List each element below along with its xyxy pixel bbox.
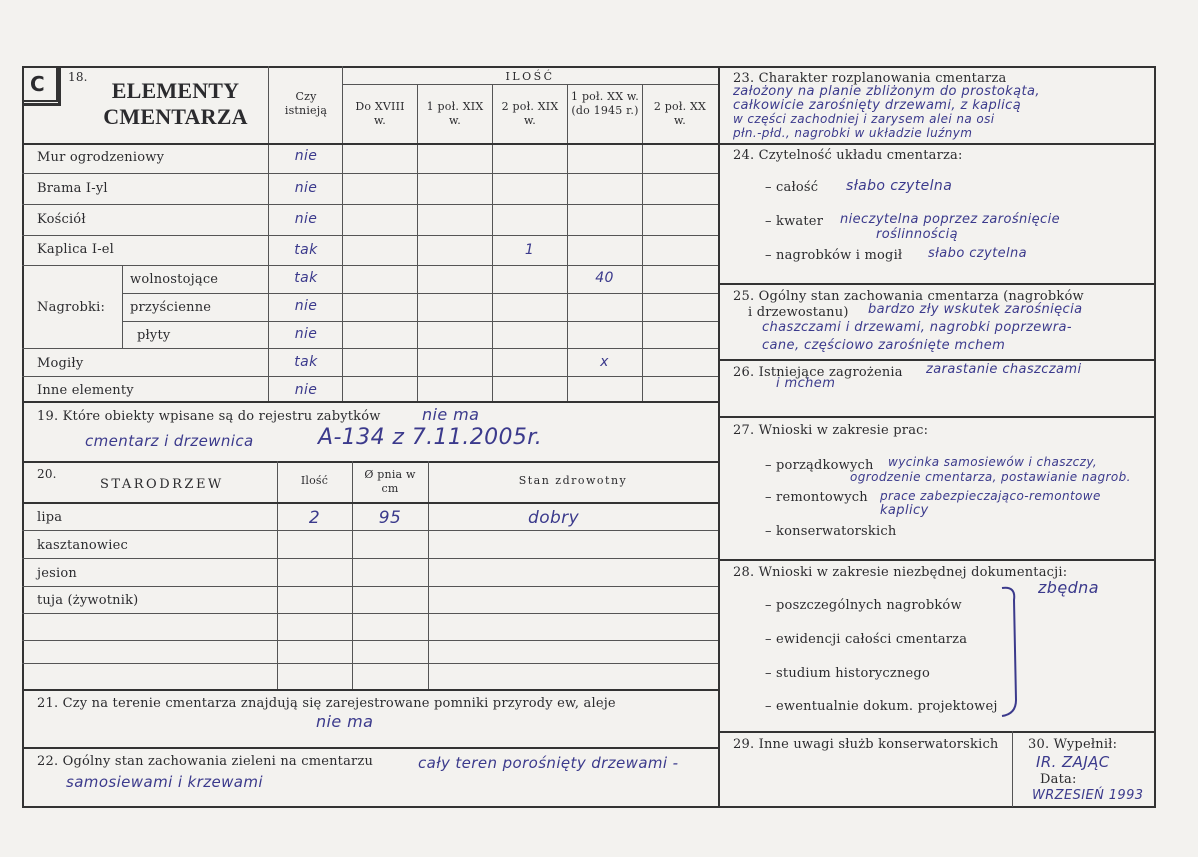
exists-value: nie [294,382,318,398]
s26-label: 26. Istniejące zagrożenia [733,365,903,380]
s20-title: STARODRZEW [100,477,224,492]
exists-value: tak [294,354,318,370]
s18-title: ELEMENTY CMENTARZA [103,78,248,129]
s30-date: WRZESIEŃ 1993 [1032,788,1144,803]
s24-item-answer: nieczytelna poprzez zarośnięcie [840,212,1061,227]
s25-label2: i drzewostanu) [748,305,849,320]
s24-item-answer2: roślinnością [876,227,959,242]
exists-value: tak [294,270,318,286]
period-1: 1 poł. XIX w. [426,100,484,127]
exists-value: nie [294,180,318,196]
s24-item-label: – całość [765,180,819,195]
s28-item: – studium historycznego [765,666,930,681]
s23-line: płn.-płd., nagrobki w układzie luźnym [733,126,973,140]
s27-label: 27. Wnioski w zakresie prac: [733,423,929,438]
s22-answer1: cały teren porośnięty drzewami - [418,754,679,772]
period-2: 2 poł. XIX w. [501,100,559,127]
row-label-plyty: płyty [137,328,171,343]
s26-answer1: zarastanie chaszczami [926,362,1082,377]
exists-value: nie [294,298,318,314]
count-kaplica: 1 [524,242,535,258]
s26-answer2: i mchem [776,376,836,391]
col-exists-header: Czy istnieją [284,90,328,117]
s19-answer2: cmentarz i drzewnica [85,432,254,450]
s27-item-label: – porządkowych [765,458,874,473]
row-label-mur: Mur ogrodzeniowy [37,150,165,165]
s27-item-answer: prace zabezpieczająco-remontowe [880,489,1101,503]
period-4: 2 poł. XX w. [653,100,707,127]
s30-name: IR. ZAJĄC [1036,753,1110,771]
tree-qty: 2 [308,508,321,528]
s20-number: 20. [37,467,57,481]
s24-item-label: – nagrobków i mogił [765,248,903,263]
s30-date-label: Data: [1040,772,1077,787]
count-mogily: x [600,354,609,370]
s18-number: 18. [68,70,88,84]
period-0: Do XVIII w. [355,100,405,127]
s28-item: – ewentualnie dokum. projektowej [765,699,998,714]
s23-label: 23. Charakter rozplanowania cmentarza [733,71,1007,86]
s25-line: bardzo zły wskutek zarośnięcia [868,302,1083,317]
s27-item-label: – konserwatorskich [765,524,897,539]
s25-label1: 25. Ogólny stan zachowania cmentarza (nagrobków [733,289,1084,304]
exists-value: nie [294,211,318,227]
s24-item-answer: słabo czytelna [846,178,953,194]
section-letter: C [30,72,45,96]
row-label-brama: Brama I-yl [37,181,108,196]
s30-label: 30. Wypełnił: [1028,737,1118,752]
row-label-przyscienne: przyścienne [130,300,212,315]
period-3: 1 poł. XX w. (do 1945 r.) [571,90,639,117]
s27-item-answer: ogrodzenie cmentarza, postawianie nagrob. [850,470,1131,484]
group-label-nagrobki: Nagrobki: [37,300,106,315]
s21-label: 21. Czy na terenie cmentarza znajdują się zarejestrowane pomniki przyrody ew, aleje [37,696,616,711]
s22-answer2: samosiewami i krzewami [66,773,263,791]
tree-name: lipa [37,510,63,525]
s27-item-answer: kaplicy [880,503,929,518]
s23-line: założony na planie zbliżonym do prostokąta, [733,84,1040,99]
row-label-mogily: Mogiły [37,356,84,371]
s28-label: 28. Wnioski w zakresie niezbędnej dokumentacji: [733,565,1068,580]
s24-label: 24. Czytelność układu cmentarza: [733,148,963,163]
row-label-kaplica: Kaplica I-el [37,242,115,257]
exists-value: nie [294,326,318,342]
tree-name: tuja (żywotnik) [37,593,139,608]
tree-name: jesion [37,566,77,581]
exists-value: tak [294,242,318,258]
s28-item: – ewidencji całości cmentarza [765,632,968,647]
row-label-kosciol: Kościół [37,212,86,227]
s27-item-label: – remontowych [765,490,868,505]
row-label-wolnostojace: wolnostojące [130,272,219,287]
s25-line: chaszczami i drzewami, nagrobki poprzewra- [762,320,1072,335]
tree-name: kasztanowiec [37,538,128,553]
s19-answer1: nie ma [422,405,480,424]
bracket-mark [996,582,1036,722]
ilosc-header: ILOŚĆ [505,70,555,83]
tree-diam: 95 [378,508,402,528]
exists-value: nie [294,148,318,164]
s19-answer3: A-134 z 7.11.2005r. [318,425,543,450]
s28-item: – poszczególnych nagrobków [765,598,962,613]
col-qty: Ilość [300,474,329,487]
s21-answer: nie ma [316,712,374,731]
s22-label: 22. Ogólny stan zachowania zieleni na cmentarzu [37,754,374,769]
col-diam: Ø pnia w cm [364,468,416,495]
tree-health: dobry [528,508,580,528]
s23-line: w części zachodniej i zarysem alei na osi [733,112,995,126]
s23-line: całkowicie zarośnięty drzewami, z kaplicą [733,98,1022,113]
s29-label: 29. Inne uwagi służb konserwatorskich [733,737,999,752]
count-wolnostojace: 40 [595,270,614,286]
row-label-inne: Inne elementy [37,383,134,398]
s24-item-answer: słabo czytelna [928,246,1027,261]
s24-item-label: – kwater [765,214,824,229]
s28-answer: zbędna [1038,578,1099,597]
s19-label: 19. Które obiekty wpisane są do rejestru zabytków [37,409,381,424]
col-health: Stan zdrowotny [518,474,628,487]
s25-line: cane, częściowo zarośnięte mchem [762,338,1006,353]
s27-item-answer: wycinka samosiewów i chaszczy, [888,455,1098,469]
